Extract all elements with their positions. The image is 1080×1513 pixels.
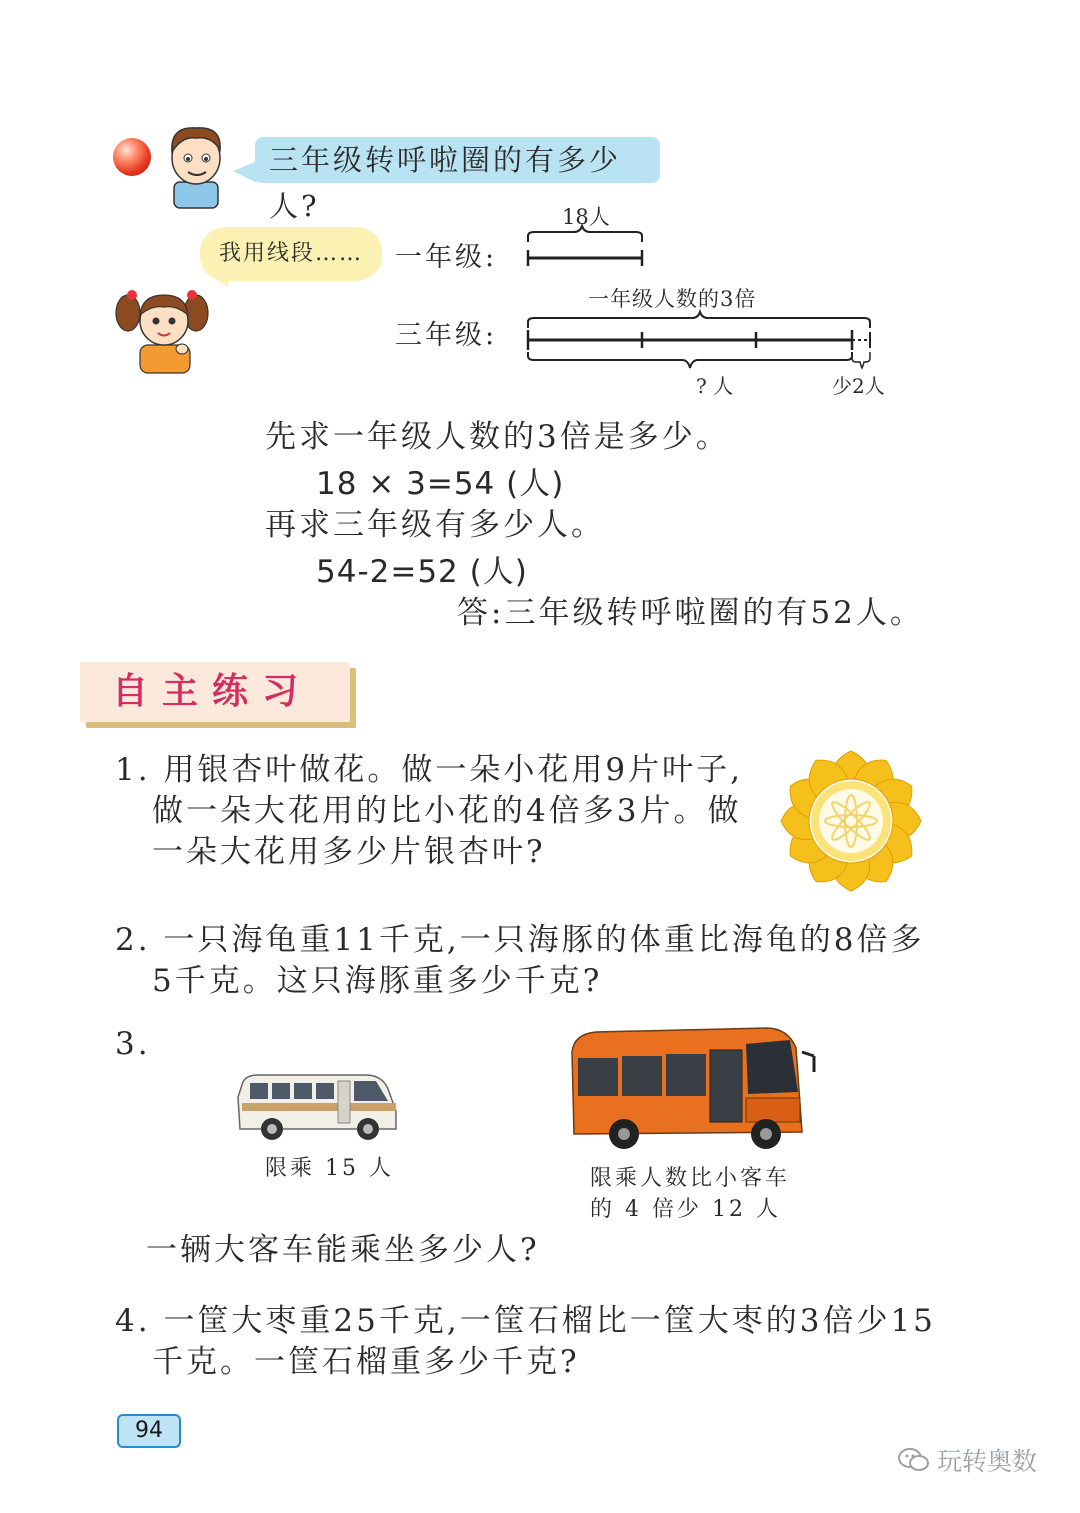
q3-question: 一辆大客车能乘坐多少人? (146, 1232, 540, 1268)
ginkgo-flower-icon (776, 748, 926, 894)
page-number: 94 (117, 1414, 181, 1448)
q1-line3: 一朵大花用多少片银杏叶? (152, 834, 546, 870)
solution-step2-formula: 54-2=52 (人) (316, 554, 528, 590)
solution-step1-text: 先求一年级人数的3倍是多少。 (265, 419, 730, 455)
q4-line2: 千克。一筐石榴重多少千克? (152, 1344, 580, 1380)
big-bus-icon (566, 1022, 820, 1152)
q1-line1: 1. 用银杏叶做花。做一朵小花用9片叶子, (115, 752, 744, 788)
q1-line2: 做一朵大花用的比小花的4倍多3片。做 (152, 793, 742, 829)
q3-number: 3. (115, 1026, 151, 1062)
red-ball-icon (113, 138, 151, 176)
girl-icon (112, 283, 212, 375)
question-bubble-text: 三年级转呼啦圈的有多少人? (269, 143, 622, 223)
practice-header-title: 自主练习 (112, 671, 313, 712)
unknown-count-label: ? 人 (696, 374, 734, 398)
less-two-label: 少2人 (832, 374, 885, 398)
unknown-brace (528, 352, 852, 368)
line-segment-diagram (520, 222, 880, 382)
solution-step2-text: 再求三年级有多少人。 (265, 507, 605, 543)
girl-speech-text: 我用线段…… (218, 241, 363, 266)
big-bus-caption-line1: 限乘人数比小客车 (590, 1166, 791, 1191)
big-bus-caption-line2: 的 4 倍少 12 人 (590, 1197, 781, 1222)
girl-speech-bubble (200, 227, 382, 281)
grade1-value-label: 18人 (562, 205, 610, 229)
watermark-text: 玩转奥数 (937, 1447, 1038, 1476)
solution-step1-formula: 18 × 3=54 (人) (316, 466, 565, 502)
q4-line1: 4. 一筐大枣重25千克,一筐石榴比一筐大枣的3倍少15 (115, 1303, 936, 1339)
grade1-brace (528, 226, 642, 242)
solution-answer: 答:三年级转呼啦圈的有52人。 (457, 595, 924, 631)
less-brace (852, 352, 870, 368)
small-bus-caption: 限乘 15 人 (265, 1156, 394, 1181)
q2-line1: 2. 一只海龟重11千克,一只海豚的体重比海龟的8倍多 (115, 922, 925, 958)
boy-icon (160, 118, 230, 210)
q2-line2: 5千克。这只海豚重多少千克? (152, 963, 603, 999)
grade3-top-label: 一年级人数的3倍 (588, 287, 757, 311)
wechat-icon (898, 1447, 930, 1473)
grade1-label: 一年级: (395, 242, 498, 273)
small-bus-icon (236, 1067, 400, 1143)
grade3-label: 三年级: (395, 320, 498, 351)
grade3-top-brace (528, 312, 870, 328)
